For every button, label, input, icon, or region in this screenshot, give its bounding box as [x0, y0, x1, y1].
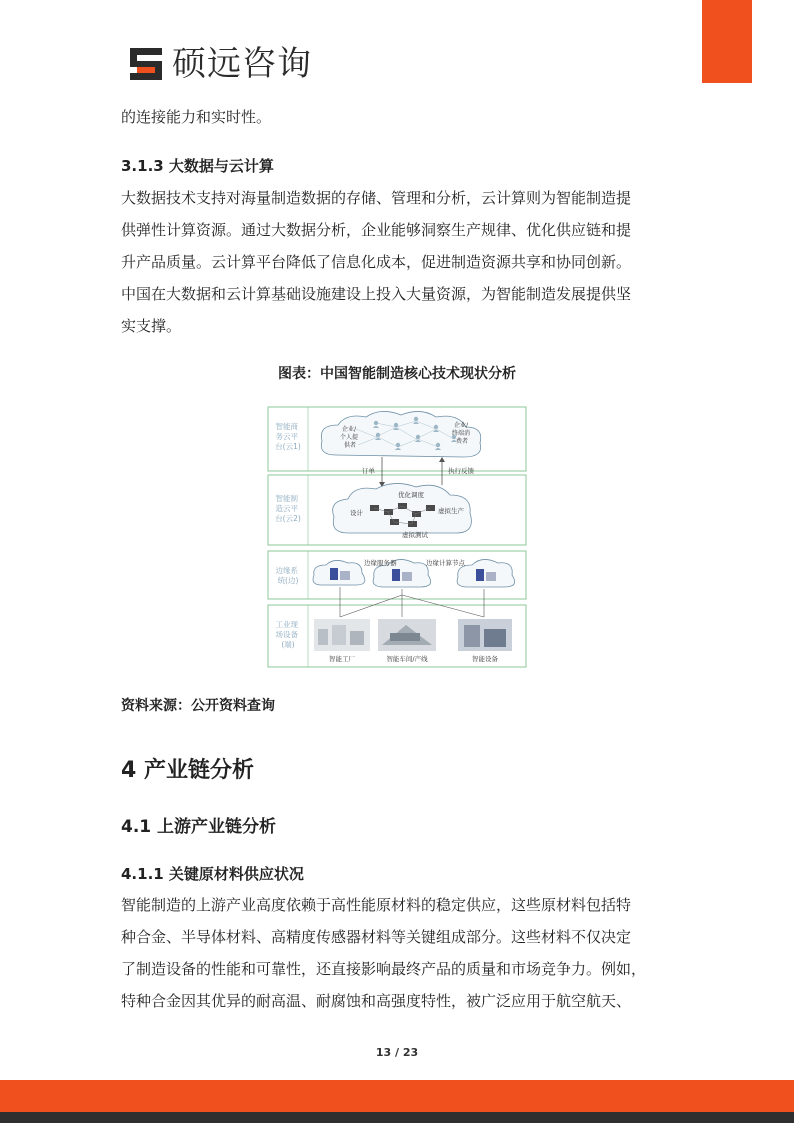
paragraph-line: 中国在大数据和云计算基础设施建设上投入大量资源，为智能制造发展提供坚: [121, 285, 632, 303]
smart-equipment-label: 智能设备: [472, 655, 498, 663]
edge-node-label: 边缘计算节点: [426, 559, 465, 567]
paragraph-continuation: 的连接能力和实时性。: [121, 108, 272, 126]
virtual-production-label: 虚拟生产: [438, 507, 464, 515]
section-4-1-title: 4.1 上游产业链分析: [121, 817, 277, 837]
edge-cloud-left: [313, 560, 365, 585]
layer-label-cloud1: 智能商 务云平 台(云1): [275, 422, 301, 451]
paragraph-line: 智能制造的上游产业高度依赖于高性能原材料的稳定供应，这些原材料包括特: [121, 896, 632, 914]
brand-name: 硕远咨询: [172, 44, 312, 84]
layer-label-cloud2: 智能制 造云平 台(云2): [275, 494, 301, 523]
layer-label-edge: 边缘系 统(边): [275, 566, 299, 585]
smart-workshop-image: [378, 619, 436, 651]
paragraph-line: 升产品质量。云计算平台降低了信息化成本，促进制造资源共享和协同创新。: [121, 253, 632, 271]
edge-device-connectors: [340, 587, 484, 617]
edge-server-label: 边缘服务器: [364, 559, 397, 567]
paragraph-line: 特种合金因其优异的耐高温、耐腐蚀和高强度特性，被广泛应用于航空航天、: [121, 992, 632, 1010]
smart-equipment-image: [458, 619, 512, 651]
heading-3-1-3: 3.1.3 大数据与云计算: [121, 157, 274, 175]
paragraph-line: 种合金、半导体材料、高精度传感器材料等关键组成部分。这些材料不仅决定: [121, 928, 632, 946]
paragraph-line: 了制造设备的性能和可靠性，还直接影响最终产品的质量和市场竞争力。例如，: [121, 960, 647, 978]
smart-factory-label: 智能工厂: [329, 655, 355, 663]
logo-mark-icon: [128, 46, 164, 82]
edge-cloud-right: [457, 559, 515, 587]
page-number: 13 / 23: [375, 1046, 419, 1059]
figure-source: 资料来源：公开资料查询: [121, 698, 275, 714]
smart-workshop-label: 智能车间/产线: [386, 655, 428, 663]
footer-dark-strip: [0, 1112, 794, 1123]
architecture-diagram: [266, 405, 528, 670]
cloud1-consumer-label: 企业/ 终端消 费者: [452, 422, 471, 445]
paragraph-line: 大数据技术支持对海量制造数据的存储、管理和分析，云计算则为智能制造提: [121, 189, 632, 207]
heading-4-1-1: 4.1.1 关键原材料供应状况: [121, 865, 304, 883]
figure-caption: 图表：中国智能制造核心技术现状分析: [278, 366, 516, 382]
header-accent-tab: [702, 0, 752, 83]
feedback-label: 执行反馈: [448, 467, 474, 475]
smart-factory-image: [314, 619, 370, 651]
chapter-4-title: 4 产业链分析: [121, 758, 254, 783]
virtual-test-label: 虚拟测试: [402, 531, 428, 539]
layer-label-devices: 工业现 场设备 (端): [275, 620, 299, 649]
cloud1-provider-label: 企业/ 个人提 供者: [340, 426, 359, 449]
order-label: 订单: [362, 467, 375, 475]
design-label: 设计: [350, 509, 363, 517]
paragraph-line: 供弹性计算资源。通过大数据分析，企业能够洞察生产规律、优化供应链和提: [121, 221, 632, 239]
brand-logo: [128, 44, 312, 84]
optimize-label: 优化调度: [398, 491, 424, 499]
paragraph-line: 实支撑。: [121, 317, 182, 335]
footer-accent-bar: [0, 1080, 794, 1112]
